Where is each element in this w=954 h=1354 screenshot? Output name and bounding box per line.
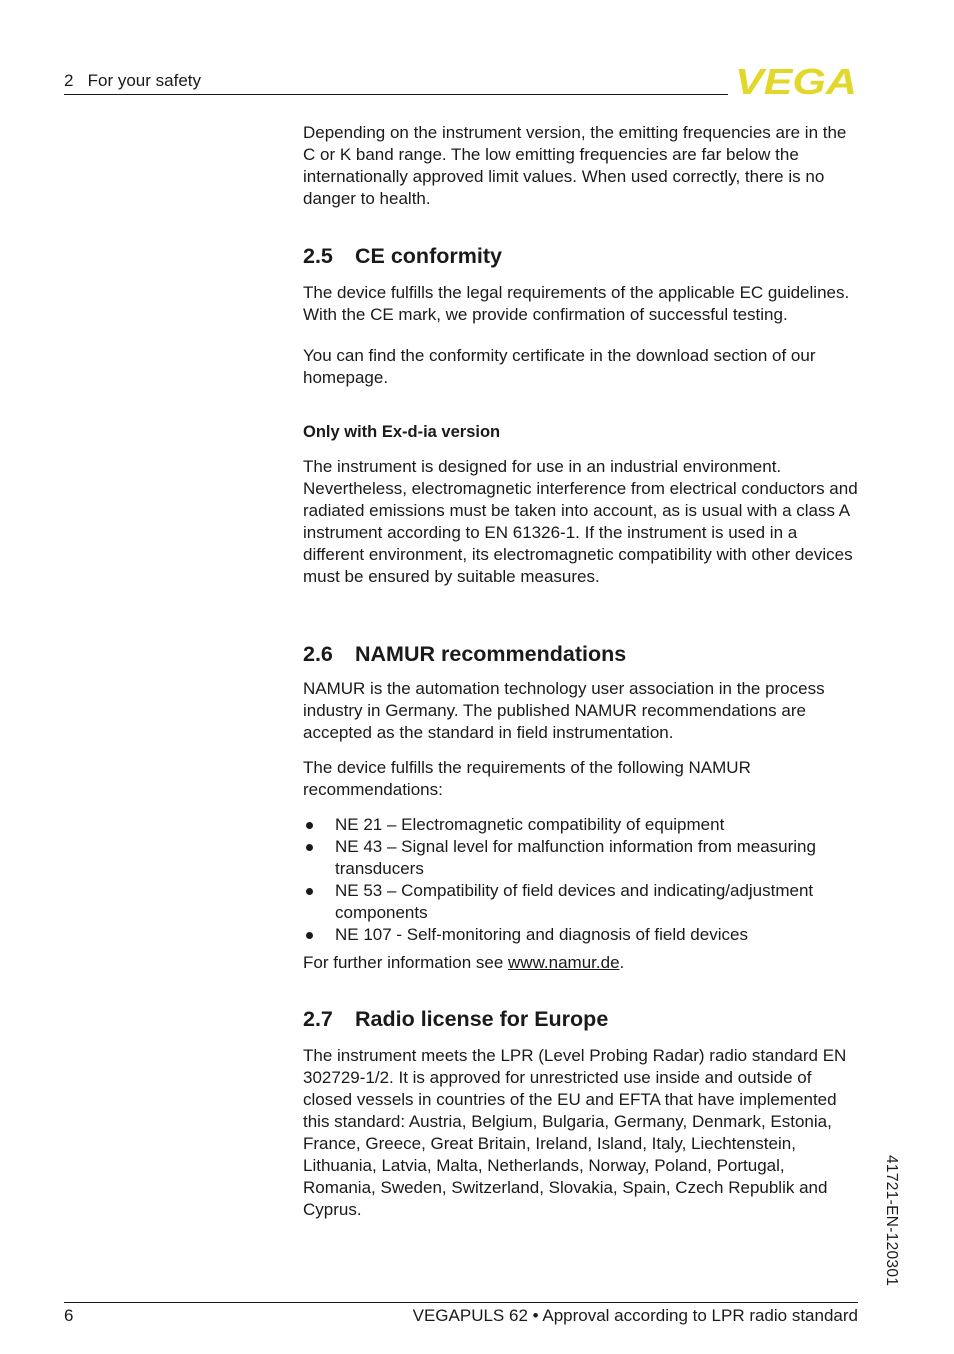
ce-paragraph-3: The instrument is designed for use in an industrial environment. Nevertheless, electromagnetic interference from electrical conductors and radiated emissions must be taken into account, as is usual with a class A instrument according to EN 61326-1. If the instrument is used in a different environment, its electromagnetic compatibility with other devices must be ensured by suitable measures. (303, 457, 858, 586)
section-ce (303, 243, 859, 588)
vega-logo (735, 66, 857, 96)
list-item: NE 43 – Signal level for malfunction information from measuring transducers (303, 836, 859, 880)
namur-paragraph-1: NAMUR is the automation technology user association in the process industry in Germany. The published NAMUR recommendations are accepted as the standard in field instrumentation. (303, 679, 825, 742)
radio-paragraph-1: The instrument meets the LPR (Level Probing Radar) radio standard EN 302729-1/2. It is approved for unrestricted use inside and outside of closed vessels in countries of the EU and EFTA that have implemented this standard: Austria, Belgium, Bulgaria, Germany, Denmark, Estonia, France, Greece, Great Britain, Ireland, Island, Italy, Liechtenstein, Lithuania, Latvia, Malta, Netherlands, Norway, Poland, Portugal, Romania, Sweden, Switzerland, Slovakia, Spain, Czech Republik and Cyprus. (303, 1046, 847, 1219)
intro-paragraph (303, 122, 859, 210)
bullet-icon (306, 932, 313, 939)
ce-paragraph-1: The device fulfills the legal requirements of the applicable EC guidelines. With the CE mark, we provide confirmation of successful testing. (303, 283, 850, 324)
section-heading-namur: 2.6 NAMUR recommendations (303, 642, 627, 666)
bullet-icon (306, 844, 313, 851)
list-item: NE 21 – Electromagnetic compatibility of equipment (303, 814, 859, 836)
footer-rule (64, 1302, 858, 1303)
bullet-icon (306, 888, 313, 895)
namur-link[interactable]: www.namur.de (508, 953, 620, 972)
ce-paragraph-2: You can find the conformity certificate in the download section of our homepage. (303, 346, 816, 387)
ce-subheading: Only with Ex-d-ia version (303, 423, 501, 441)
header-rule (64, 94, 728, 95)
intro-text: Depending on the instrument version, the emitting frequencies are in the C or K band range. The low emitting frequencies are far below the internationally approved limit values. When used correctly, there is no danger to health. (303, 123, 847, 208)
page-number: 6 (64, 1306, 74, 1325)
bullet-icon (306, 822, 313, 829)
namur-list (303, 814, 859, 946)
list-item: NE 53 – Compatibility of field devices and indicating/adjustment components (303, 880, 859, 924)
document-id: 41721-EN-120301 (883, 1155, 900, 1287)
section-namur (303, 641, 859, 974)
logo-text: VEGA (735, 66, 857, 96)
section-heading-ce: 2.5 CE conformity (303, 244, 502, 268)
further-info: For further information see www.namur.de. (303, 953, 625, 972)
section-heading-radio: 2.7 Radio license for Europe (303, 1007, 609, 1031)
running-header: 2 For your safety (64, 71, 201, 90)
footer-title: VEGAPULS 62 • Approval according to LPR radio standard (412, 1306, 858, 1325)
list-item: NE 107 - Self-monitoring and diagnosis of field devices (303, 924, 859, 946)
section-radio (303, 1006, 859, 1221)
namur-paragraph-2: The device fulfills the requirements of the following NAMUR recommendations: (303, 758, 751, 799)
